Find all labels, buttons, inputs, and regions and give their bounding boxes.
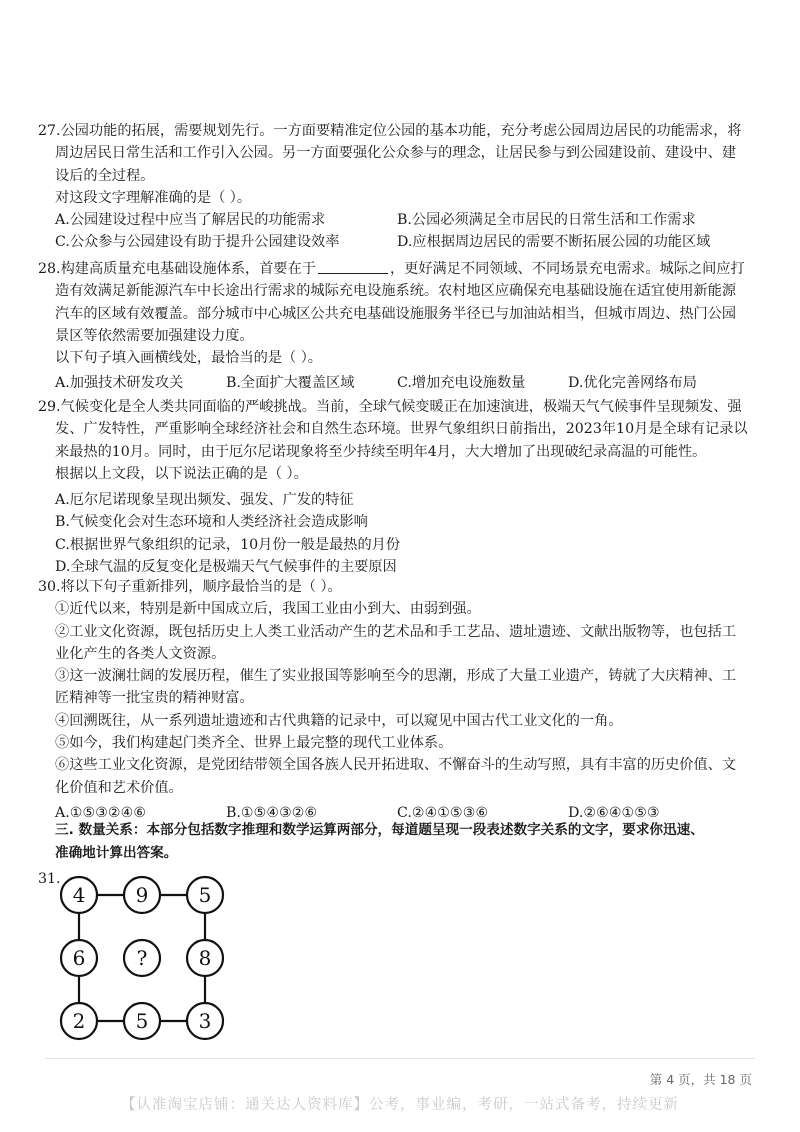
circle-number: 6 [72, 946, 86, 970]
option-c[interactable]: C.公众参与公园建设有助于提升公园建设效率 [55, 234, 340, 251]
q30-sentence: 匠精神等一批宝贵的精神财富。 [55, 690, 254, 707]
q27-text-line: 设后的全过程。 [55, 167, 155, 184]
q29-text-line: 29.气候变化是全人类共同面临的严峻挑战。当前，全球气候变暖正在加速演进，极端天气气候事件呈现频发、强 [38, 399, 742, 415]
option-d[interactable]: D.优化完善网络布局 [568, 375, 697, 392]
circle-number: 8 [198, 946, 212, 970]
q30-sentence: ⑤如今，我们构建起门类齐全、世界上最完整的现代工业体系。 [55, 735, 453, 752]
option-d[interactable]: D.应根据周边居民的需要不断拓展公园的功能区域 [397, 234, 711, 251]
option-d[interactable]: D.全球气温的反复变化是极端天气气候事件的主要原因 [55, 559, 397, 576]
q28-text-line: 汽车的区域有效覆盖。部分城市中心城区公共充电基础设施服务半径已与加油站相当，但城市周边、热门公园 [55, 305, 737, 322]
section-heading [55, 819, 755, 865]
q28-stem: 以下句子填入画横线处，最恰当的是（ ）。 [55, 350, 322, 367]
section-heading-line: 准确地计算出答案。 [55, 845, 178, 861]
option-c[interactable]: C.②④①⑤③⑥ [397, 804, 489, 821]
option-a[interactable]: A.①⑤③②④⑥ [55, 804, 147, 821]
circle-number: 4 [72, 883, 86, 907]
q27-text-line: 27.公园功能的拓展，需要规划先行。一方面要精准定位公园的基本功能，充分考虑公园周边居民的功能需求，将 [38, 123, 742, 139]
option-d[interactable]: D.②⑥④①⑤③ [568, 804, 660, 821]
option-b[interactable]: B.公园必须满足全市居民的日常生活和工作需求 [397, 212, 696, 229]
q28-text-post: ，更好满足不同领域、不同场景充电需求。城际之间应打 [389, 261, 745, 277]
q30-sentence: ①近代以来，特别是新中国成立后，我国工业由小到大、由弱到强。 [55, 601, 481, 618]
option-a[interactable]: A.加强技术研发攻关 [55, 375, 184, 392]
circle-number: 3 [198, 1009, 212, 1033]
watermark: 【认准淘宝店铺：通关达人资料库】公考，事业编，考研，一站式备考，持续更新 [121, 1097, 679, 1113]
q27-options [38, 209, 750, 254]
q27-stem: 对这段文字理解准确的是（ ）。 [55, 189, 252, 206]
q30-sentence: 业化产生的各类人文资源。 [55, 645, 226, 662]
q30-sentence: ⑥这些工业文化资源，是党团结带领全国各族人民开拓进取、不懈奋斗的生动写照，具有丰富的历史价值、文 [55, 757, 737, 774]
q28-options [38, 372, 750, 394]
number-circle-grid [58, 874, 228, 1044]
option-c[interactable]: C.增加充电设施数量 [397, 375, 526, 392]
q29-stem: 根据以上文段，以下说法正确的是（ ）。 [55, 465, 308, 482]
circle-number: 5 [198, 883, 212, 907]
option-b[interactable]: B.①⑤④③②⑥ [226, 804, 318, 821]
q31-number: 31. [38, 871, 61, 887]
q30-sentence: ④回溯既往，从一系列遗址遗迹和古代典籍的记录中，可以窥见中国古代工业文化的一角。 [55, 712, 623, 729]
q28-text-pre: 28.构建高质量充电基础设施体系，首要在于 [38, 261, 316, 277]
circle-number: 5 [135, 1009, 149, 1033]
q27-text-line: 周边居民日常生活和工作引入公园。另一方面要强化公众参与的理念，让居民参与到公园建设前、建设中、建 [55, 145, 737, 162]
option-b[interactable]: B.全面扩大覆盖区域 [226, 375, 355, 392]
question-28 [38, 258, 750, 395]
option-a[interactable]: A.厄尔尼诺现象呈现出频发、强发、广发的特征 [55, 492, 354, 509]
q29-text-line: 发、广发特性，严重影响全球经济社会和自然生态环境。世界气象组织日前指出，2023年10月是全球有记录以 [55, 421, 748, 438]
question-29 [38, 396, 750, 578]
q30-sentence: ②工业文化资源，既包括历史上人类工业活动产生的艺术品和手工艺品、遗址遗迹、文献出版物等，也包括工 [55, 623, 737, 640]
circle-number: 9 [135, 883, 149, 907]
q29-text-line: 来最热的10月。同时，由于厄尔尼诺现象将至少持续至明年4月，大大增加了出现破纪录高温的可能性。 [55, 443, 707, 460]
fill-blank [318, 259, 388, 274]
circle-number: ? [136, 946, 148, 970]
option-a[interactable]: A.公园建设过程中应当了解居民的功能需求 [55, 212, 326, 229]
footer-divider [45, 1058, 755, 1059]
question-27 [38, 120, 750, 254]
q28-text-line: 景区等依然需要加强建设力度。 [55, 327, 254, 344]
q28-text-line [38, 258, 750, 280]
q28-text-line: 造有效满足新能源汽车中长途出行需求的城际充电设施系统。农村地区应确保充电基础设施在适宜使用新能源 [55, 283, 737, 300]
option-c[interactable]: C.根据世界气象组织的记录，10月份一般是最热的月份 [55, 536, 401, 553]
circle-number: 2 [72, 1009, 86, 1033]
section-heading-line: 三. 数量关系：本部分包括数字推理和数学运算两部分，每道题呈现一段表述数字关系的文字，要求你迅速、 [55, 822, 704, 838]
page-number: 第 4 页，共 18 页 [649, 1072, 752, 1087]
option-b[interactable]: B.气候变化会对生态环境和人类经济社会造成影响 [55, 514, 368, 531]
q30-sentence: 化价值和艺术价值。 [55, 779, 183, 796]
q30-stem: 30.将以下句子重新排列，顺序最恰当的是（ ）。 [38, 579, 342, 595]
q30-sentence: ③这一波澜壮阔的发展历程，催生了实业报国等影响至今的思潮，形成了大量工业遗产，铸就了大庆精神、工 [55, 668, 737, 685]
question-30 [38, 576, 750, 824]
